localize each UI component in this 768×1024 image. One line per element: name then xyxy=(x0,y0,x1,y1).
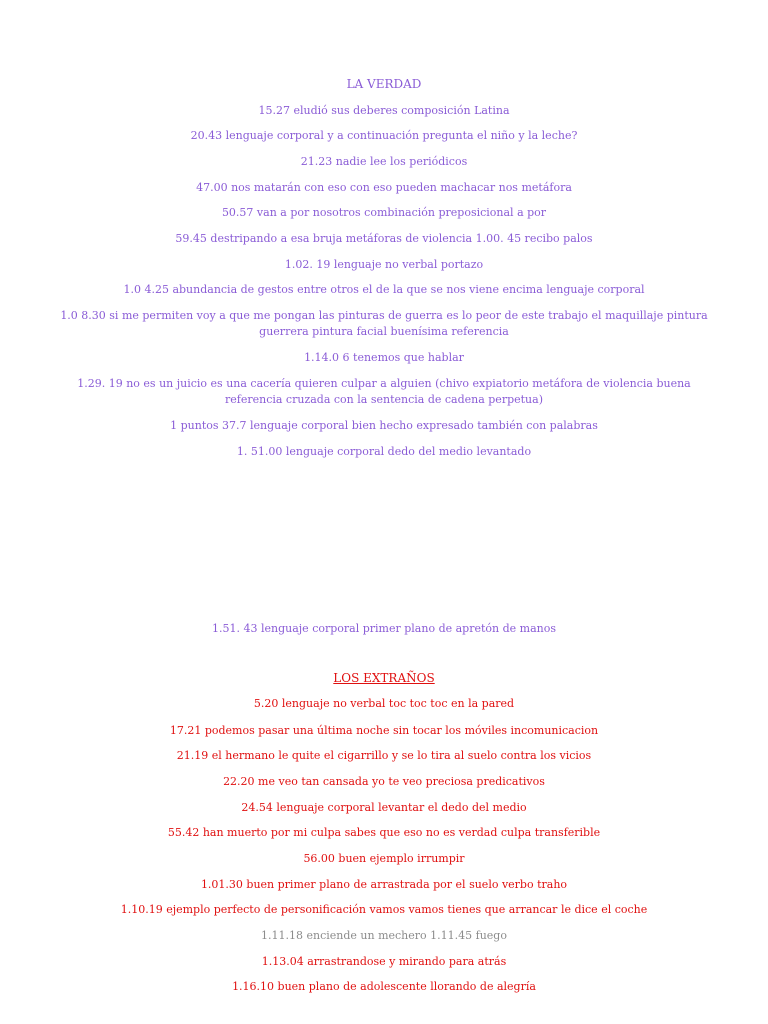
text-line: 1.0 8.30 si me permiten voy a que me pongan las pinturas de guerra es lo peor de este trabajo el maquillaje pintura guerrera pintura facial buenísima referencia xyxy=(60,309,708,338)
text-line: 5.20 lenguaje no verbal toc toc toc en la pared xyxy=(253,697,515,710)
text-line: 1.29. 19 no es un juicio es una cacería quieren culpar a alguien (chivo expiatorio metáfora de violencia buena referencia cruzada con la sentencia de cadena perpetua) xyxy=(77,377,691,406)
text-line: 1.10.19 ejemplo perfecto de personificación vamos vamos tienes que arrancar le dice el coche xyxy=(120,903,648,916)
text-line: 1.0 4.25 abundancia de gestos entre otros el de la que se nos viene encima lenguaje corporal xyxy=(123,283,645,296)
text-line: 59.45 destripando a esa bruja metáforas de violencia 1.00. 45 recibo palos xyxy=(175,232,593,245)
text-line: 15.27 eludió sus deberes composición Latina xyxy=(258,104,510,117)
section-title-la-verdad: LA VERDAD xyxy=(346,77,422,91)
section-title-los-extranos: LOS EXTRAÑOS xyxy=(333,671,435,685)
text-line: 22.20 me veo tan cansada yo te veo preciosa predicativos xyxy=(223,775,545,788)
text-line: 50.57 van a por nosotros combinación preposicional a por xyxy=(221,206,547,219)
text-line: 17.21 podemos pasar una última noche sin tocar los móviles incomunicacion xyxy=(169,724,599,737)
text-line: 1.02. 19 lenguaje no verbal portazo xyxy=(284,258,484,271)
text-line: 1.14.0 6 tenemos que hablar xyxy=(304,351,464,364)
text-line: 1.13.04 arrastrandose y mirando para atrás xyxy=(261,955,507,968)
text-line: 20.43 lenguaje corporal y a continuación pregunta el niño y la leche? xyxy=(190,129,578,142)
text-line: 1.01.30 buen primer plano de arrastrada por el suelo verbo traho xyxy=(200,878,568,891)
text-line: 55.42 han muerto por mi culpa sabes que eso no es verdad culpa transferible xyxy=(167,826,601,839)
text-line: 24.54 lenguaje corporal levantar el dedo del medio xyxy=(241,801,527,814)
text-line: 21.23 nadie lee los periódicos xyxy=(300,155,468,168)
text-line: 47.00 nos matarán con eso con eso pueden machacar nos metáfora xyxy=(196,181,572,194)
text-line: 1.11.18 enciende un mechero 1.11.45 fuego xyxy=(261,929,507,942)
text-line: 1.51. 43 lenguaje corporal primer plano de apretón de manos xyxy=(212,622,556,635)
text-line: 1.16.10 buen plano de adolescente llorando de alegría xyxy=(232,980,536,993)
text-line: 21.19 el hermano le quite el cigarrillo y se lo tira al suelo contra los vicios xyxy=(176,749,592,762)
text-line: 56.00 buen ejemplo irrumpir xyxy=(303,852,465,865)
text-line: 1. 51.00 lenguaje corporal dedo del medio levantado xyxy=(236,445,532,458)
text-line: 1 puntos 37.7 lenguaje corporal bien hecho expresado también con palabras xyxy=(170,419,598,432)
